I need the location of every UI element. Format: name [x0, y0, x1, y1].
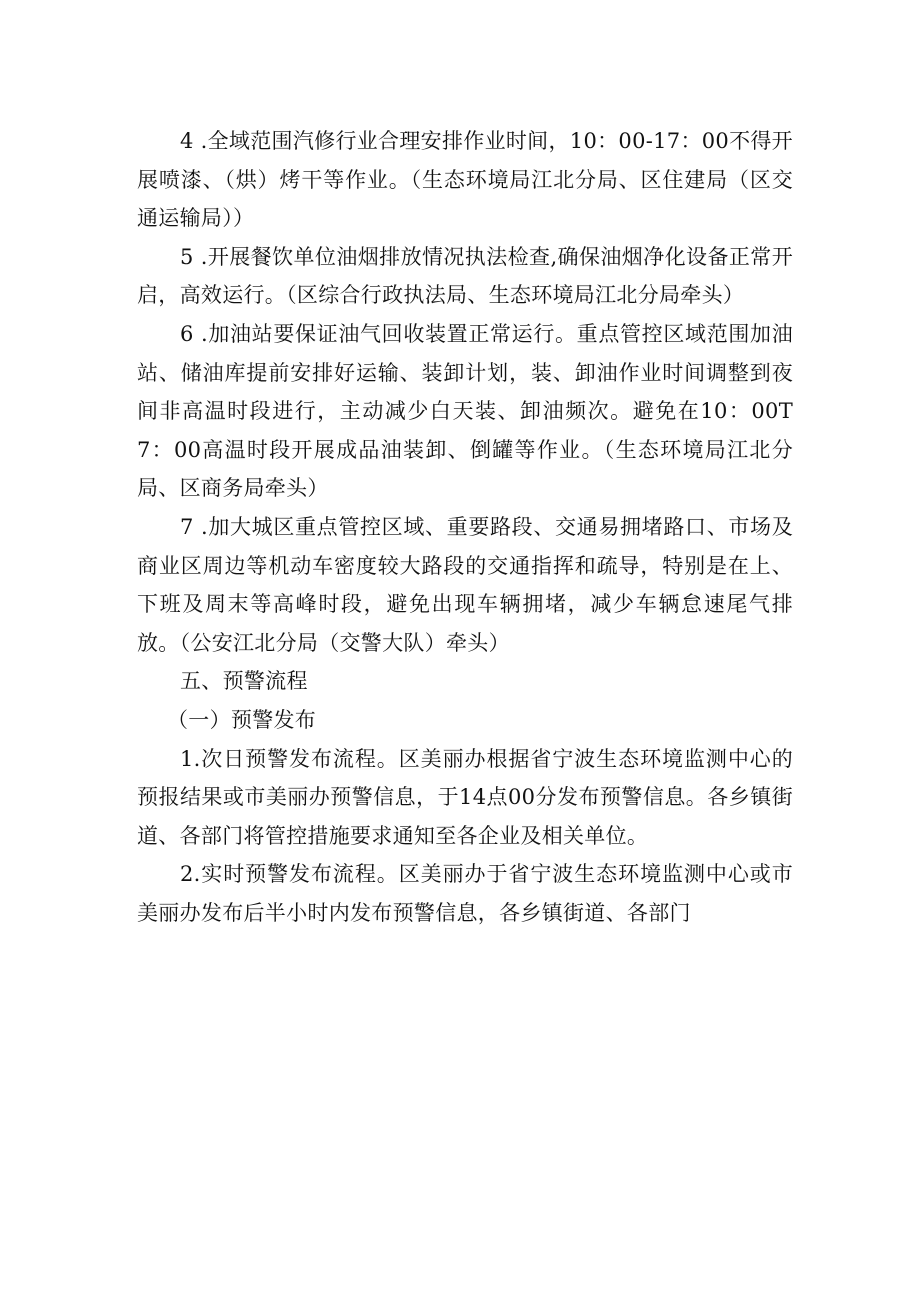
measure-item-6: 6 .加油站要保证油气回收装置正常运行。重点管控区域范围加油站、储油库提前安排好运输、装卸计划，装、卸油作业时间调整到夜间非高温时段进行，主动减少白天装、卸油频次。避免在10：00T7：00高温时段开展成品油装卸、倒罐等作业。（生态环境局江北分局、区商务局牵头） [137, 321, 793, 501]
subsection-heading: （一）预警发布 [167, 707, 317, 732]
procedure-item-2: 2.实时预警发布流程。区美丽办于省宁波生态环境监测中心或市美丽办发布后半小时内发布预警信息，各乡镇街道、各部门 [137, 862, 793, 925]
procedure-item-1: 1.次日预警发布流程。区美丽办根据省宁波生态环境监测中心的预报结果或市美丽办预警信息，于14点00分发布预警信息。各乡镇街道、各部门将管控措施要求通知至各企业及相关单位。 [137, 746, 793, 848]
measure-item-4: 4 .全域范围汽修行业合理安排作业时间，10：00-17：00不得开展喷漆、（烘）烤干等作业。（生态环境局江北分局、区住建局（区交通运输局）） [137, 129, 793, 231]
measure-item-7: 7 .加大城区重点管控区域、重要路段、交通易拥堵路口、市场及商业区周边等机动车密度较大路段的交通指挥和疏导，特别是在上、下班及周末等高峰时段，避免出现车辆拥堵，减少车辆怠速尾气排放。（公安江北分局（交警大队）牵头） [137, 514, 793, 655]
section-heading: 五、预警流程 [180, 669, 308, 694]
document-body [137, 122, 793, 932]
measure-item-5: 5 .开展餐饮单位油烟排放情况执法检查,确保油烟净化设备正常开启，高效运行。（区综合行政执法局、生态环境局江北分局牵头） [137, 244, 793, 308]
